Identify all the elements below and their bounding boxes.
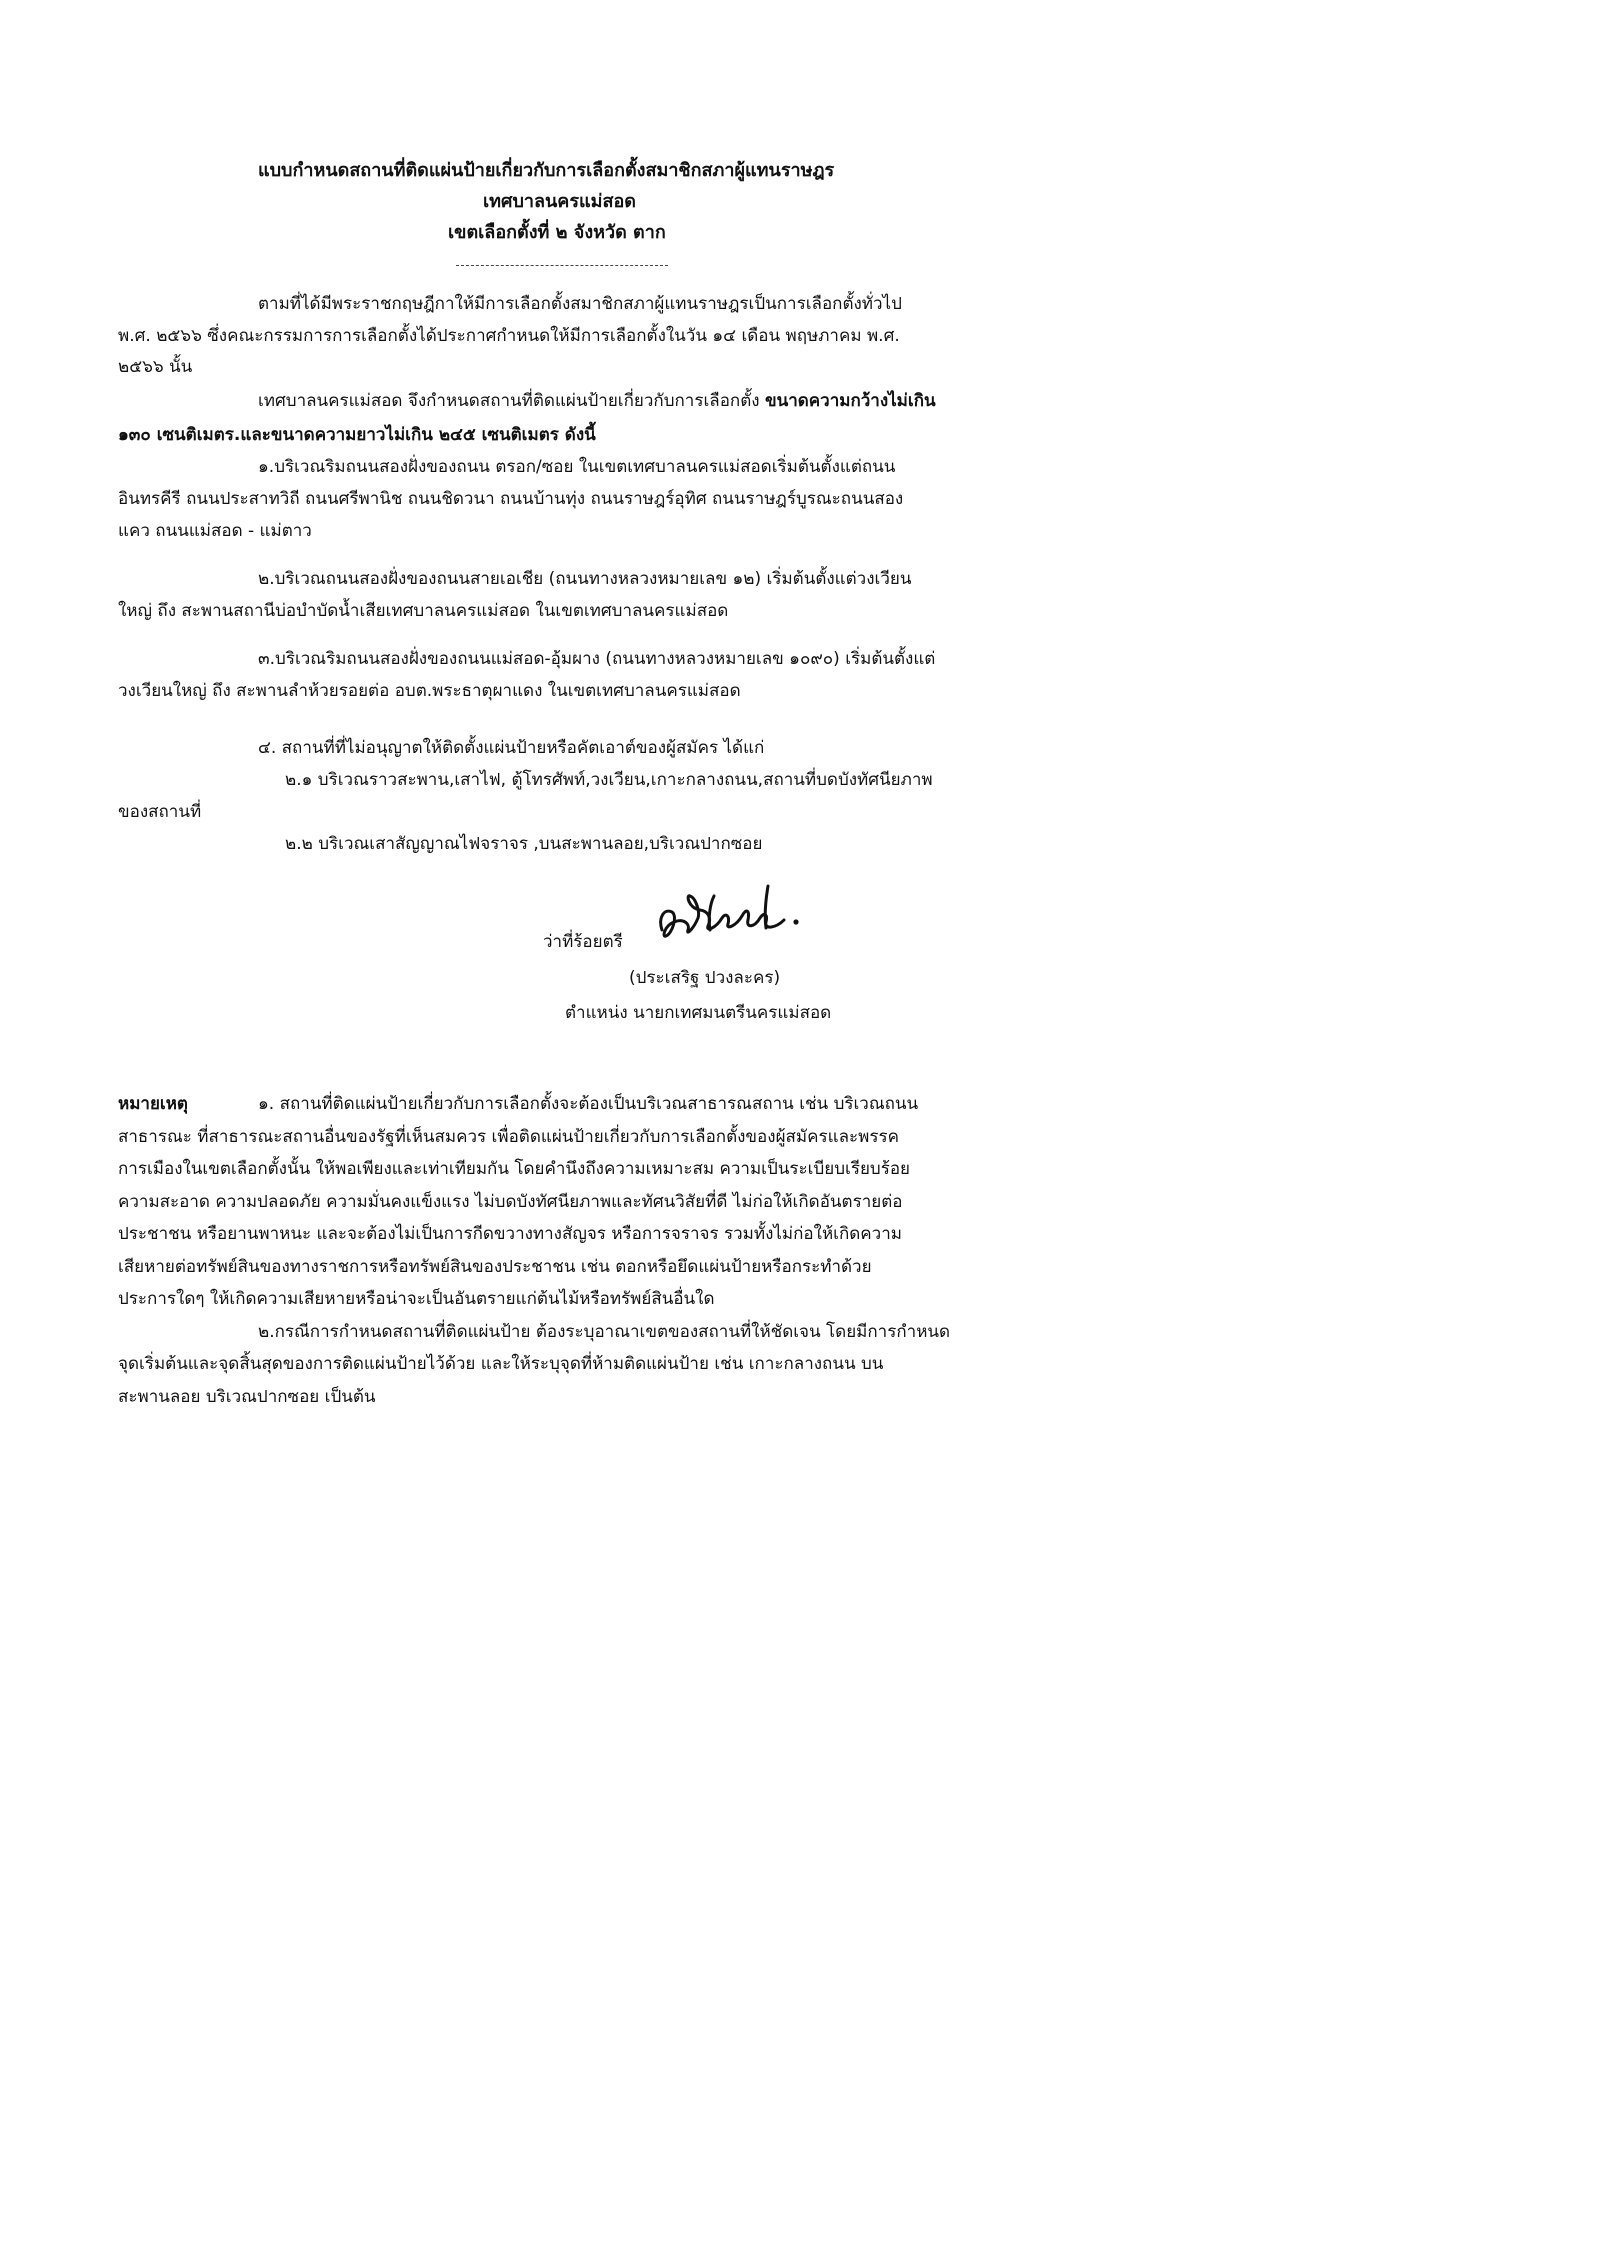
item-2-line-2: ใหญ่ ถึง สะพานสถานีบ่อบำบัดน้ำเสียเทศบาลนครแม่สอด ในเขตเทศบาลนครแม่สอด bbox=[118, 601, 729, 621]
intro-line-1: ตามที่ได้มีพระราชกฤษฎีกาให้มีการเลือกตั้งสมาชิกสภาผู้แทนราษฎรเป็นการเลือกตั้งทั่วไป bbox=[258, 294, 902, 314]
intro-line-3: ๒๕๖๖ นั้น bbox=[118, 357, 193, 377]
remark-1-line-7: ประการใดๆ ให้เกิดความเสียหายหรือน่าจะเป็นอันตรายแก่ต้นไม้หรือทรัพย์สินอื่นใด bbox=[118, 1289, 715, 1309]
intro-line-2: พ.ศ. ๒๕๖๖ ซึ่งคณะกรรมการการเลือกตั้งได้ประกาศกำหนดให้มีการเลือกตั้งในวัน ๑๔ เดือน พฤษภาคม พ.ศ. bbox=[118, 326, 900, 346]
item-1-line-2: อินทรคีรี ถนนประสาทวิถี ถนนศรีพานิช ถนนชิดวนา ถนนบ้านทุ่ง ถนนราษฎร์อุทิศ ถนนราษฎร์บูรณะถนนสอง bbox=[118, 489, 904, 509]
item-1-line-1: ๑.บริเวณริมถนนสองฝั่งของถนน ตรอก/ซอย ในเขตเทศบาลนครแม่สอดเริ่มต้นตั้งแต่ถนน bbox=[258, 457, 896, 477]
signatory-name: (ประเสริฐ ปวงละคร) bbox=[629, 968, 781, 988]
remark-1-line-3: การเมืองในเขตเลือกตั้งนั้น ให้พอเพียงและเท่าเทียมกัน โดยคำนึงถึงความเหมาะสม ความเป็นระเบียบเรียบร้อย bbox=[118, 1159, 911, 1179]
item-4-1-line-1: ๒.๑ บริเวณราวสะพาน,เสาไฟ, ตู้โทรศัพท์,วงเวียน,เกาะกลางถนน,สถานที่บดบังทัศนียภาพ bbox=[285, 770, 933, 790]
item-4-1-line-2: ของสถานที่ bbox=[118, 802, 202, 822]
remark-2-line-2: จุดเริ่มต้นและจุดสิ้นสุดของการติดแผ่นป้ายไว้ด้วย และให้ระบุจุดที่ห้ามติดแผ่นป้าย เช่น เกาะกลางถนน บน bbox=[118, 1354, 884, 1374]
remark-2-line-3: สะพานลอย บริเวณปากซอย เป็นต้น bbox=[118, 1387, 376, 1407]
title-divider bbox=[456, 265, 668, 266]
signatory-rank: ว่าที่ร้อยตรี bbox=[543, 932, 623, 952]
remark-1-line-5: ประชาชน หรือยานพาหนะ และจะต้องไม่เป็นการกีดขวางทางสัญจร หรือการจราจร รวมทั้งไม่ก่อให้เกิดความ bbox=[118, 1224, 902, 1244]
size-line-1 bbox=[258, 390, 936, 412]
remark-1-line-1: ๑. สถานที่ติดแผ่นป้ายเกี่ยวกับการเลือกตั้งจะต้องเป็นบริเวณสาธารณสถาน เช่น บริเวณถนน bbox=[258, 1094, 919, 1114]
item-4-2-line-1: ๒.๒ บริเวณเสาสัญญาณไฟจราจร ,บนสะพานลอย,บริเวณปากซอย bbox=[285, 834, 763, 854]
size-line-1-bold: ขนาดความกว้างไม่เกิน bbox=[764, 391, 936, 411]
size-line-1-normal: เทศบาลนครแม่สอด จึงกำหนดสถานที่ติดแผ่นป้ายเกี่ยวกับการเลือกตั้ง bbox=[258, 391, 765, 411]
municipality-title: เทศบาลนครแม่สอด bbox=[483, 191, 636, 212]
item-2-line-1: ๒.บริเวณถนนสองฝั่งของถนนสายเอเชีย (ถนนทางหลวงหมายเลข ๑๒) เริ่มต้นตั้งแต่วงเวียน bbox=[258, 569, 912, 589]
handwritten-signature bbox=[650, 878, 820, 950]
district-title: เขตเลือกตั้งที่ ๒ จังหวัด ตาก bbox=[448, 222, 666, 243]
item-1-line-3: แคว ถนนแม่สอด - แม่ตาว bbox=[118, 521, 312, 541]
size-line-2: ๑๓๐ เซนติเมตร.และขนาดความยาวไม่เกิน ๒๔๕ เซนติเมตร ดังนี้ bbox=[118, 425, 596, 445]
document-title: แบบกำหนดสถานที่ติดแผ่นป้ายเกี่ยวกับการเลือกตั้งสมาชิกสภาผู้แทนราษฎร bbox=[258, 160, 835, 181]
remark-2-line-1: ๒.กรณีการกำหนดสถานที่ติดแผ่นป้าย ต้องระบุอาณาเขตของสถานที่ให้ชัดเจน โดยมีการกำหนด bbox=[258, 1322, 951, 1342]
signatory-position: ตำแหน่ง นายกเทศมนตรีนครแม่สอด bbox=[565, 1003, 832, 1023]
item-3-line-1: ๓.บริเวณริมถนนสองฝั่งของถนนแม่สอด-อุ้มผาง (ถนนทางหลวงหมายเลข ๑๐๙๐) เริ่มต้นตั้งแต่ bbox=[258, 649, 936, 669]
item-4-line-1: ๔. สถานที่ที่ไม่อนุญาตให้ติดตั้งแผ่นป้ายหรือคัตเอาต์ของผู้สมัคร ได้แก่ bbox=[258, 738, 765, 758]
remarks-label: หมายเหตุ bbox=[118, 1094, 188, 1114]
remark-1-line-4: ความสะอาด ความปลอดภัย ความมั่นคงแข็งแรง ไม่บดบังทัศนียภาพและทัศนวิสัยที่ดี ไม่ก่อให้เกิดอันตรายต่อ bbox=[118, 1192, 903, 1212]
remark-1-line-6: เสียหายต่อทรัพย์สินของทางราชการหรือทรัพย์สินของประชาชน เช่น ตอกหรือยึดแผ่นป้ายหรือกระทำด้วย bbox=[118, 1257, 872, 1277]
item-3-line-2: วงเวียนใหญ่ ถึง สะพานลำห้วยรอยต่อ อบต.พระธาตุผาแดง ในเขตเทศบาลนครแม่สอด bbox=[118, 681, 741, 701]
remark-1-line-2: สาธารณะ ที่สาธารณะสถานอื่นของรัฐที่เห็นสมควร เพื่อติดแผ่นป้ายเกี่ยวกับการเลือกตั้งของผู้สมัครและพรรค bbox=[118, 1127, 899, 1147]
